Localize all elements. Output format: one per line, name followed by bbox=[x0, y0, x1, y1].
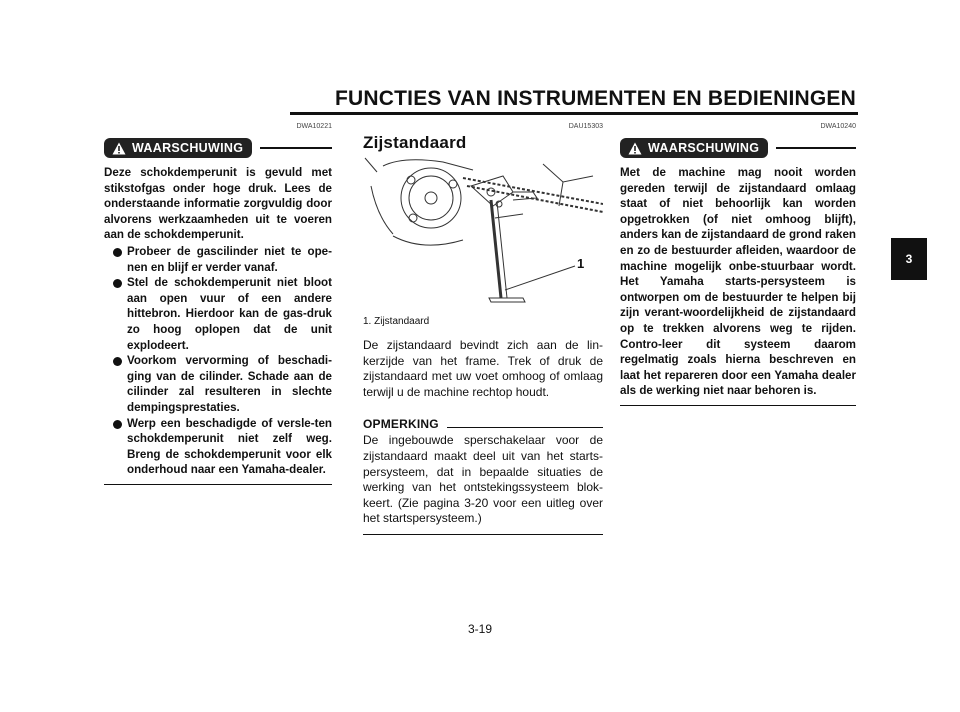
warning-header bbox=[620, 138, 856, 158]
bullet-icon bbox=[113, 279, 122, 288]
bullet-icon bbox=[113, 248, 122, 257]
left-column bbox=[104, 122, 332, 485]
warning-intro: Deze schokdemperunit is gevuld met stikstofgas onder hoge druk. Lees de onderstaande informatie zorgvuldig door alvorens werkzaamheden uit te voeren aan de schokdemperunit. bbox=[104, 166, 332, 242]
middle-column bbox=[363, 122, 603, 535]
warning-badge bbox=[620, 138, 768, 158]
section-title: Zijstandaard bbox=[363, 133, 467, 152]
warning-end-rule bbox=[104, 484, 332, 486]
list-item bbox=[104, 353, 332, 415]
warning-code: DWA10221 bbox=[296, 123, 332, 130]
note-label: OPMERKING bbox=[363, 417, 439, 432]
warning-rule bbox=[260, 147, 332, 149]
sidestand-body-text: De zijstandaard bevindt zich aan de lin-kerzijde van het frame. Trek of druk de zijstandaard met uw voet omhoog of omlaag terwijl u de machine rechtop houdt. bbox=[363, 338, 603, 399]
bullet-text: Voorkom vervorming of beschadi-ging van de cilinder. Schade aan de cilinder zal resulteren in slechte dempingsprestaties. bbox=[127, 354, 332, 414]
warning-triangle-icon bbox=[112, 142, 126, 155]
section-code: DAU15303 bbox=[568, 123, 603, 130]
chapter-tab: 3 bbox=[891, 238, 927, 280]
warning-text: Met de machine mag nooit worden gereden terwijl de zijstandaard omlaag staat of niet behoorlijk kan worden opgetrokken (of niet omhoog blijft), anders kan de zijstandaard de grond raken en zo de bestuurder afleiden, waardoor de machine mogelijk onbe-stuurbaar wordt. Het Yamaha starts-persysteem is ontworpen om de bestuurder te helpen bij zijn verant-woordelijkheid de zijstandaard op te trekken alvorens weg te rijden. Contro-leer dit systeem daarom regelmatig zoals hierna beschreven en laat het repareren door een Yamaha dealer als de werking niet naar behoren is. bbox=[620, 166, 856, 398]
warning-rule bbox=[776, 147, 856, 149]
figure-callout: 1 bbox=[577, 256, 585, 271]
bullet-text: Werp een beschadigde of versle-ten schokdemperunit niet zelf weg. Breng de schokdemperunit voor elk onderhoud naar een Yamaha-dealer. bbox=[127, 416, 332, 477]
note-end-rule bbox=[363, 534, 603, 535]
warning-header bbox=[104, 138, 332, 158]
sidestand-illustration bbox=[363, 156, 603, 316]
right-column bbox=[620, 122, 856, 406]
page-number: 3-19 bbox=[467, 622, 493, 636]
warning-bullet-list bbox=[104, 244, 332, 478]
bullet-icon bbox=[113, 420, 122, 429]
page-header-title: FUNCTIES VAN INSTRUMENTEN EN BEDIENINGEN bbox=[335, 87, 856, 110]
bullet-text: Stel de schokdemperunit niet bloot aan open vuur of een andere hittebron. Hierdoor kan de gas-druk zo hoog oplopen dat de unit explodeert. bbox=[127, 276, 332, 352]
warning-code: DWA10240 bbox=[820, 123, 856, 130]
list-item bbox=[104, 275, 332, 353]
figure-caption: 1. Zijstandaard bbox=[363, 316, 430, 327]
note-rule bbox=[447, 427, 603, 428]
warning-badge bbox=[104, 138, 252, 158]
list-item bbox=[104, 416, 332, 478]
warning-triangle-icon bbox=[628, 142, 642, 155]
bullet-icon bbox=[113, 357, 122, 366]
bullet-text: Probeer de gascilinder niet te ope-nen en blijf er verder vanaf. bbox=[127, 244, 332, 274]
warning-label: WAARSCHUWING bbox=[132, 141, 244, 155]
note-header bbox=[363, 417, 603, 431]
warning-end-rule bbox=[620, 405, 856, 407]
note-text: De ingebouwde sperschakelaar voor de zijstandaard maakt deel uit van het starts-persysteem, dat in bepaalde situaties de werking van het ontstekingssysteem blok-keert. (Zie pagina 3-20 voor een uitleg over het startspersysteem.) bbox=[363, 433, 603, 526]
list-item bbox=[104, 244, 332, 275]
warning-label: WAARSCHUWING bbox=[648, 141, 760, 155]
header-rule bbox=[290, 112, 858, 115]
